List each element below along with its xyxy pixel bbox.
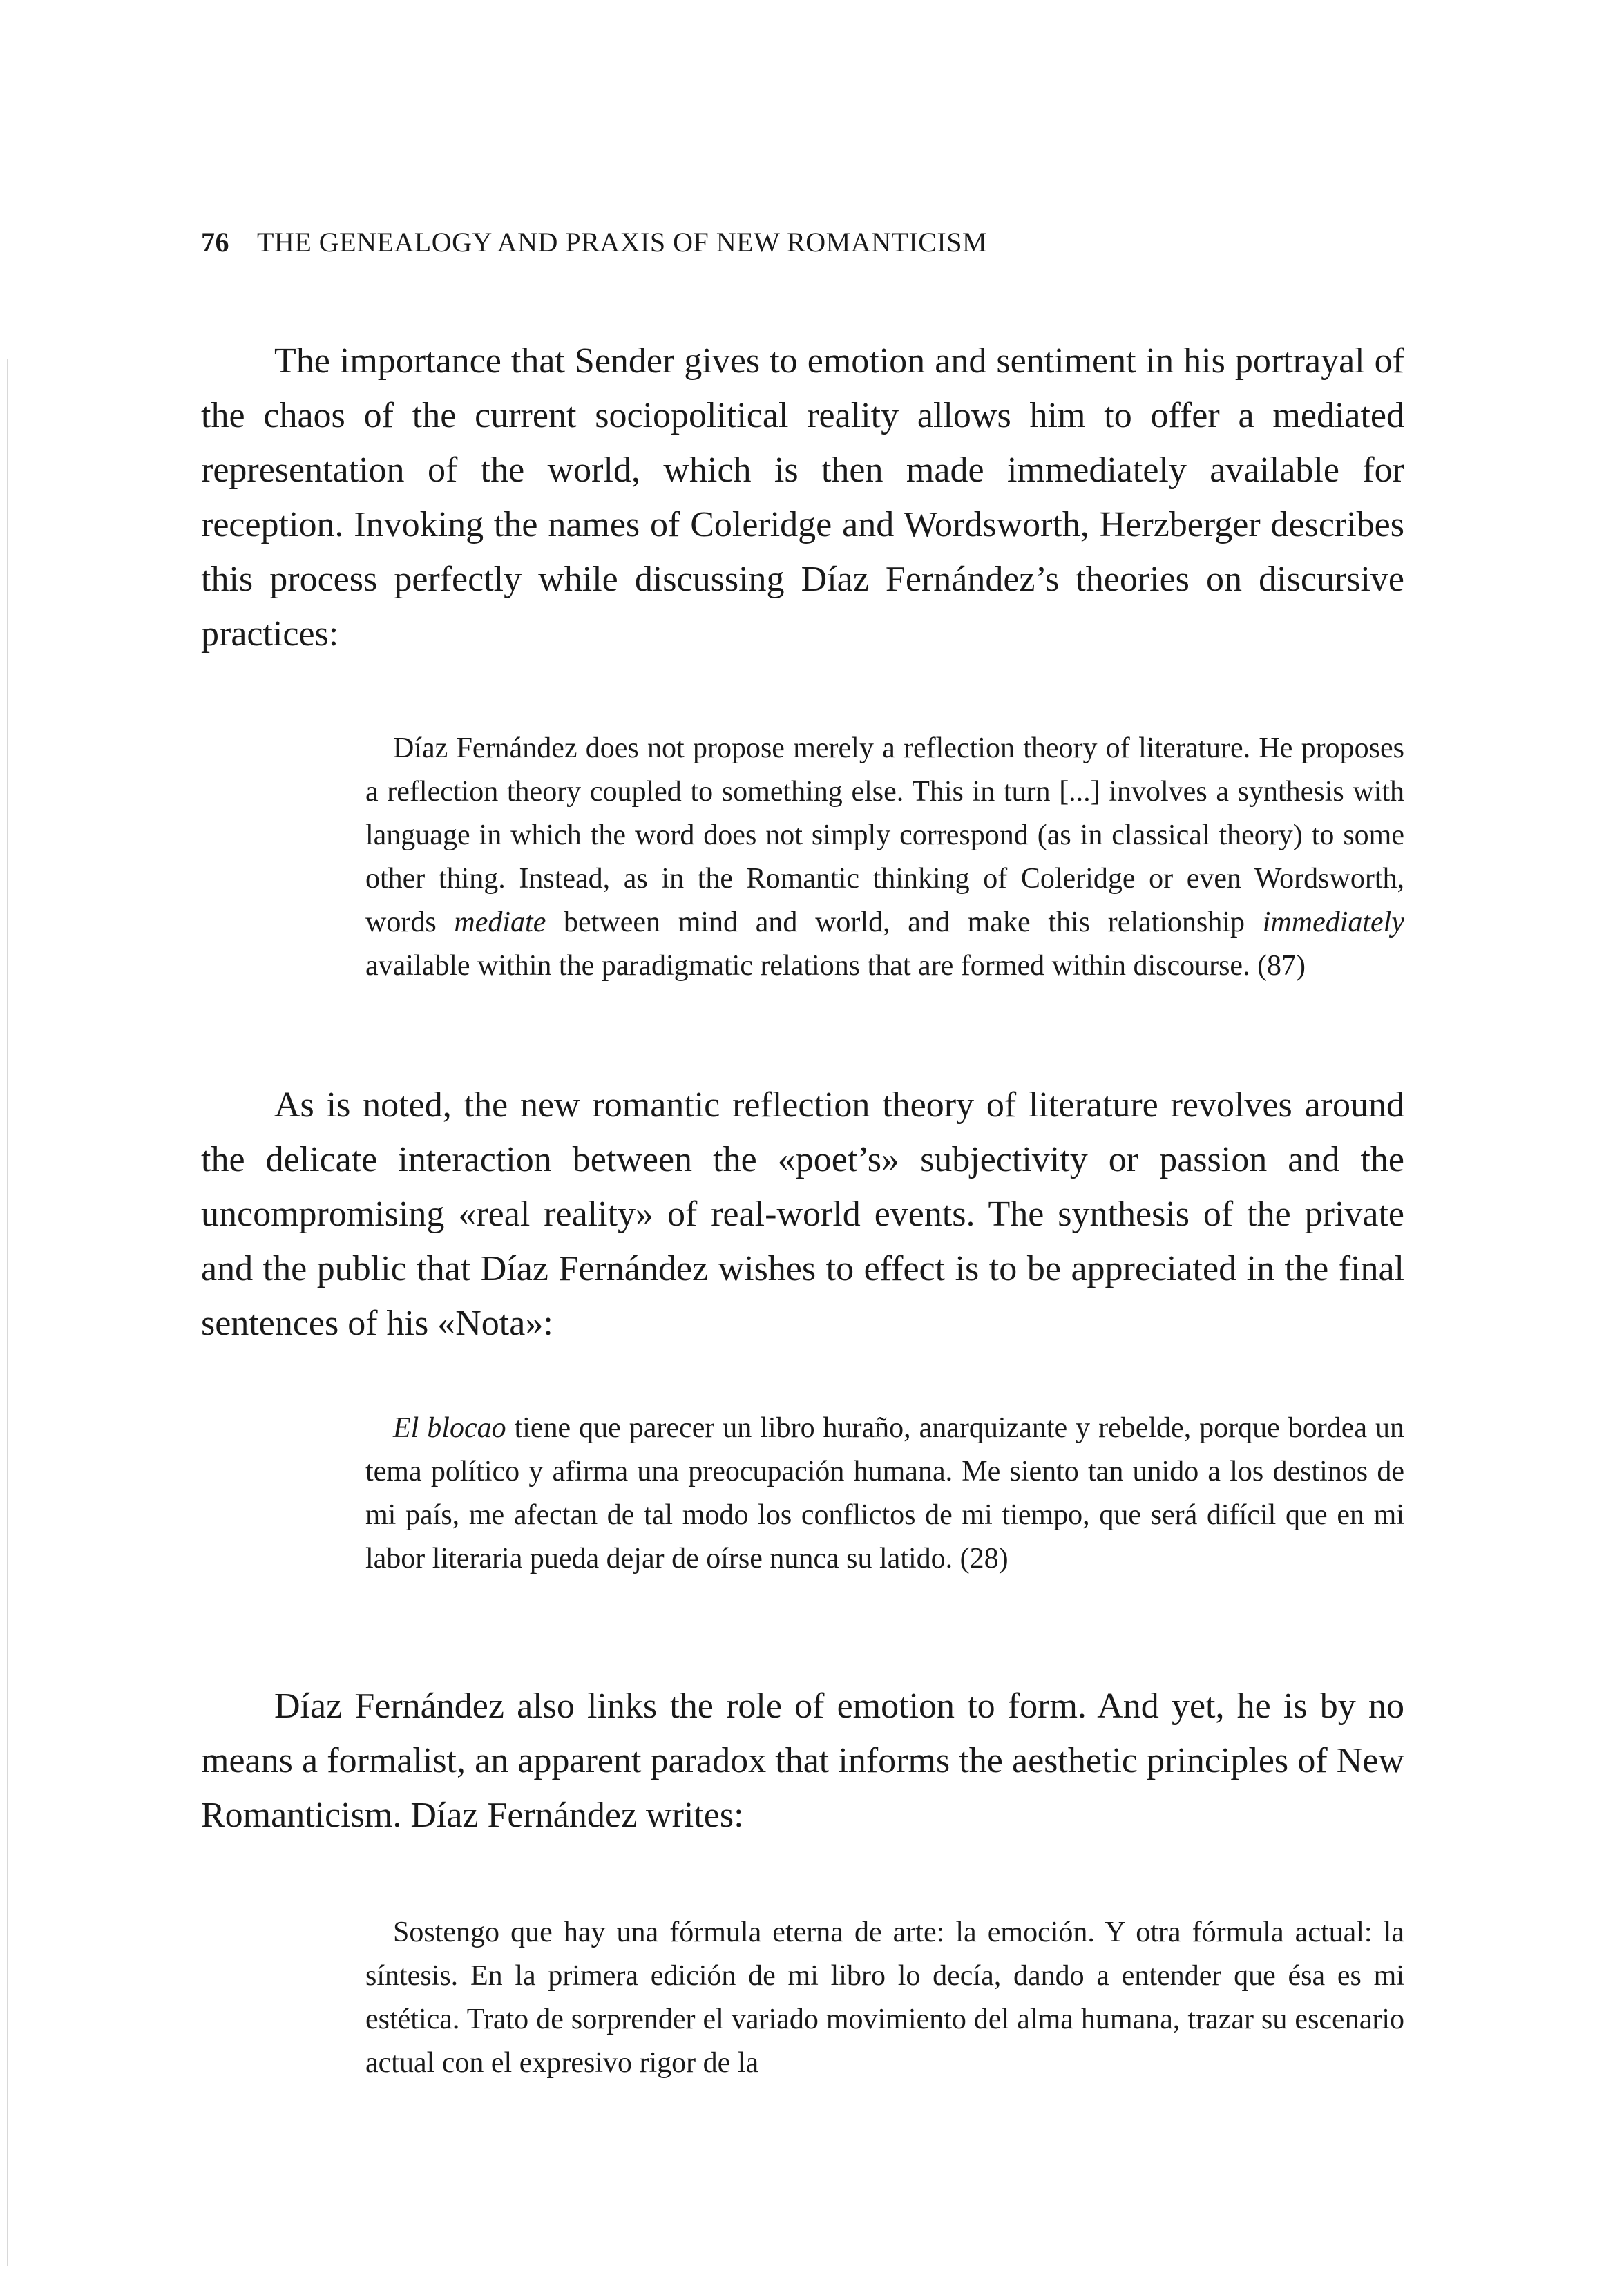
quote-1-text-b: between mind and world, and make this relationship xyxy=(546,906,1263,938)
body-paragraph-1: The importance that Sender gives to emotion and sentiment in his portrayal of the chaos of the current sociopolitical reality allows him to offer a mediated representation of the world, which is then made immediately available for reception. Invoking the names of Coleridge and Wordsworth, Herzberger describes this process perfectly while discussing Díaz Fernández’s theories on discursive practices: xyxy=(201,341,1404,654)
quote-1-text-c: available within the paradigmatic relations that are formed within discourse. (87) xyxy=(365,950,1306,982)
block-quote-2 xyxy=(365,1407,1404,1581)
quote-2-text: tiene que parecer un libro huraño, anarquizante y rebelde, porque bordea un tema político y afirma una preocupación humana. Me siento tan unido a los destinos de mi país, me afectan de tal modo los conflictos de mi tiempo, que será difícil que en mi labor literaria pueda dejar de oírse nunca su latido. (28) xyxy=(365,1412,1404,1574)
block-quote-3: Sostengo que hay una fórmula eterna de arte: la emoción. Y otra fórmula actual: la síntesis. En la primera edición de mi libro lo decía, dando a entender que ésa es mi estética. Trato de sorprender el variado movimiento del alma humana, trazar su escenario actual con el expresivo rigor de la xyxy=(365,1916,1404,2079)
quote-1-italic-mediate: mediate xyxy=(454,906,546,938)
scan-edge-line xyxy=(7,359,8,2266)
block-quote-1 xyxy=(365,727,1404,988)
page-number: 76 xyxy=(201,227,229,258)
running-head-title: THE GENEALOGY AND PRAXIS OF NEW ROMANTICISM xyxy=(257,227,988,258)
quote-1-text-a: Díaz Fernández does not propose merely a reflection theory of literature. He proposes a reflection theory coupled to something else. This in turn [...] involves a synthesis with language in which the word does not simply correspond (as in classical theory) to some other thing. Instead, as in the Romantic thinking of Coleridge or even Wordsworth, words xyxy=(365,732,1404,938)
quote-1-italic-immediately: immediately xyxy=(1262,906,1404,938)
body-paragraph-2: As is noted, the new romantic reflection theory of literature revolves around the delicate interaction between the «poet’s» subjectivity or passion and the uncompromising «real reality» of real-world events. The synthesis of the private and the public that Díaz Fernández wishes to effect is to be appreciated in the final sentences of his «Nota»: xyxy=(201,1085,1404,1343)
body-paragraph-3: Díaz Fernández also links the role of emotion to form. And yet, he is by no means a formalist, an apparent paradox that informs the aesthetic principles of New Romanticism. Díaz Fernández writes: xyxy=(201,1686,1404,1835)
quote-2-italic-title: El blocao xyxy=(393,1412,506,1444)
running-head xyxy=(201,226,987,258)
